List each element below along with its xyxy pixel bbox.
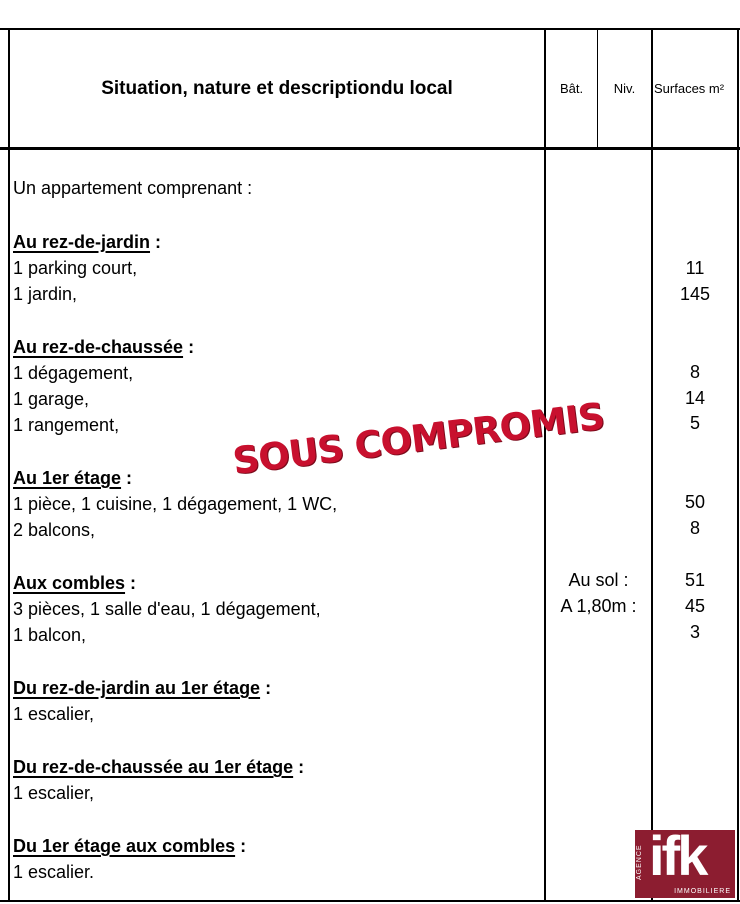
section-title: Aux combles : xyxy=(13,573,137,593)
list-item: 3 pièces, 1 salle d'eau, 1 dégagement, xyxy=(13,599,321,619)
list-item: 1 escalier, xyxy=(13,704,95,724)
table-left-border xyxy=(8,28,10,902)
header-niv: Niv. xyxy=(613,81,636,96)
surface-value: 5 xyxy=(689,413,700,433)
surface-value: 14 xyxy=(684,388,706,408)
section-title: Au rez-de-jardin : xyxy=(13,232,162,252)
surface-value: 8 xyxy=(689,362,700,382)
column-divider-bat xyxy=(544,28,546,902)
surface-value: 8 xyxy=(689,518,700,538)
header-bat: Bât. xyxy=(559,81,584,96)
section-title: Du rez-de-chaussée au 1er étage : xyxy=(13,757,305,777)
sous-compromis-stamp: SOUS COMPROMIS xyxy=(230,394,607,483)
list-item: 1 dégagement, xyxy=(13,363,134,383)
section-title: Du rez-de-jardin au 1er étage : xyxy=(13,678,272,698)
section-title: Du 1er étage aux combles : xyxy=(13,836,247,856)
list-item: 1 escalier. xyxy=(13,862,95,882)
section-title-text: Au 1er étage xyxy=(13,468,122,488)
list-item: 1 balcon, xyxy=(13,625,87,645)
logo-brand: ifk xyxy=(649,824,706,887)
section-title-text: Du rez-de-jardin au 1er étage xyxy=(13,678,261,698)
surface-value: 3 xyxy=(689,622,700,642)
section-title: Au 1er étage : xyxy=(13,468,133,488)
surface-value: 11 xyxy=(685,258,705,278)
list-item: 1 parking court, xyxy=(13,258,138,278)
section-title: Au rez-de-chaussée : xyxy=(13,337,195,357)
section-title-text: Au rez-de-jardin xyxy=(13,232,151,252)
intro-text: Un appartement comprenant : xyxy=(13,178,253,198)
table-bottom-border xyxy=(0,900,740,902)
header-surfaces: Surfaces m² xyxy=(654,81,725,96)
section-title-text: Au rez-de-chaussée xyxy=(13,337,184,357)
niv-value: A 1,80m : xyxy=(560,596,637,616)
table-right-border xyxy=(737,28,739,902)
list-item: 1 garage, xyxy=(13,389,90,409)
logo-agence-text: AGENCE xyxy=(636,844,643,880)
header-bottom-border xyxy=(0,147,740,150)
section-title-text: Du 1er étage aux combles xyxy=(13,836,236,856)
list-item: 1 escalier, xyxy=(13,783,95,803)
section-title-text: Du rez-de-chaussée au 1er étage xyxy=(13,757,294,777)
column-divider-surfaces xyxy=(651,28,653,902)
logo-immobiliere-text: IMMOBILIERE xyxy=(674,888,731,895)
list-item: 2 balcons, xyxy=(13,520,96,540)
surface-value: 51 xyxy=(684,570,706,590)
list-item: 1 jardin, xyxy=(13,284,78,304)
ifk-logo xyxy=(635,824,735,898)
surface-value: 45 xyxy=(684,596,706,616)
niv-value: Au sol : xyxy=(568,570,629,590)
surface-value: 145 xyxy=(679,284,711,304)
list-item: 1 pièce, 1 cuisine, 1 dégagement, 1 WC, xyxy=(13,494,338,514)
list-item: 1 rangement, xyxy=(13,415,120,435)
surface-value: 50 xyxy=(684,492,706,512)
header-description: Situation, nature et descriptiondu local xyxy=(101,77,453,99)
section-title-text: Aux combles xyxy=(13,573,126,593)
